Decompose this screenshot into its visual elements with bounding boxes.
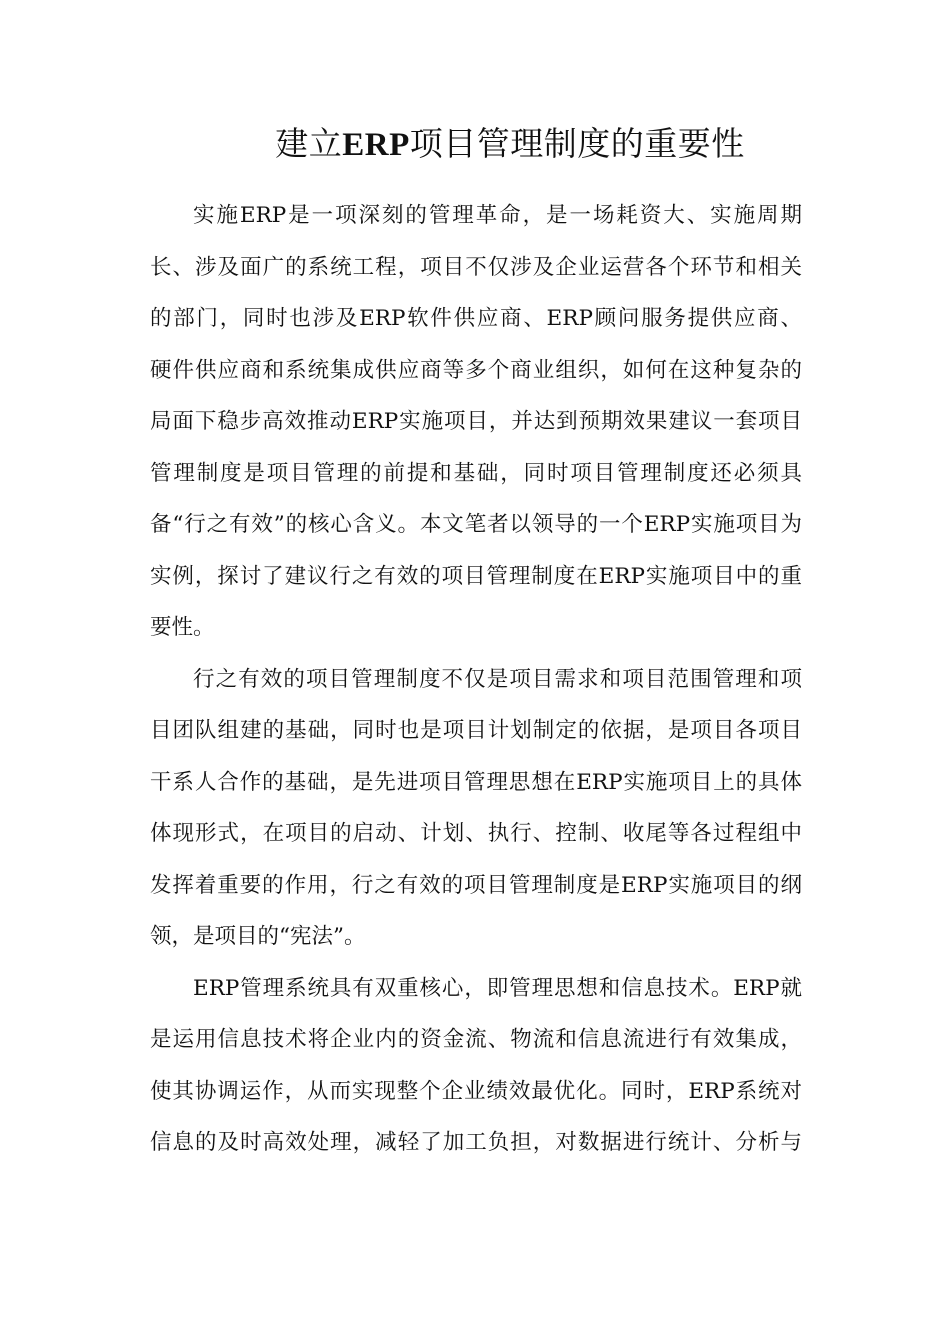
paragraph-2 — [150, 654, 802, 963]
paragraph-line: 目团队组建的基础，同时也是项目计划制定的依据，是项目各项目 — [150, 718, 802, 743]
document-body — [150, 190, 802, 1169]
paragraph-line: 发挥着重要的作用，行之有效的项目管理制度是ERP实施项目的纲 — [150, 872, 802, 898]
paragraph-line: 行之有效的项目管理制度不仅是项目需求和项目范围管理和项 — [193, 666, 802, 692]
title-prefix: 建立 — [275, 124, 343, 163]
paragraph-line: 实施ERP是一项深刻的管理革命，是一场耗资大、实施周期 — [193, 203, 802, 228]
paragraph-line: 要性。 — [150, 615, 215, 640]
paragraph-line: 的部门，同时也涉及ERP软件供应商、ERP顾问服务提供应商、 — [150, 306, 802, 331]
paragraph-line: 实例，探讨了建议行之有效的项目管理制度在ERP实施项目中的重 — [150, 563, 802, 589]
document-title — [0, 118, 950, 171]
paragraph-line: 管理制度是项目管理的前提和基础，同时项目管理制度还必须具 — [150, 460, 802, 486]
paragraph-line: 局面下稳步高效推动ERP实施项目，并达到预期效果建议一套项目 — [150, 409, 802, 434]
paragraph-line: 领，是项目的“宪法”。 — [150, 924, 366, 949]
paragraph-line: 备“行之有效”的核心含义。本文笔者以领导的一个ERP实施项目为 — [150, 512, 802, 537]
title-latin: ERP — [342, 127, 410, 163]
paragraph-line: 是运用信息技术将企业内的资金流、物流和信息流进行有效集成， — [150, 1027, 802, 1052]
paragraph-line: 干系人合作的基础，是先进项目管理思想在ERP实施项目上的具体 — [150, 769, 802, 795]
paragraph-line: 使其协调运作，从而实现整个企业绩效最优化。同时，ERP系统对 — [150, 1078, 802, 1104]
paragraph-line: 长、涉及面广的系统工程，项目不仅涉及企业运营各个环节和相关 — [150, 254, 802, 280]
paragraph-1 — [150, 190, 802, 654]
paragraph-line: 体现形式，在项目的启动、计划、执行、控制、收尾等各过程组中 — [150, 821, 802, 846]
paragraph-line: 硬件供应商和系统集成供应商等多个商业组织，如何在这种复杂的 — [150, 357, 802, 383]
title-suffix: 项目管理制度的重要性 — [409, 124, 745, 163]
paragraph-3 — [150, 963, 802, 1169]
paragraph-line: ERP管理系统具有双重核心，即管理思想和信息技术。ERP就 — [193, 975, 802, 1001]
paragraph-line: 信息的及时高效处理，减轻了加工负担，对数据进行统计、分析与 — [150, 1130, 802, 1155]
